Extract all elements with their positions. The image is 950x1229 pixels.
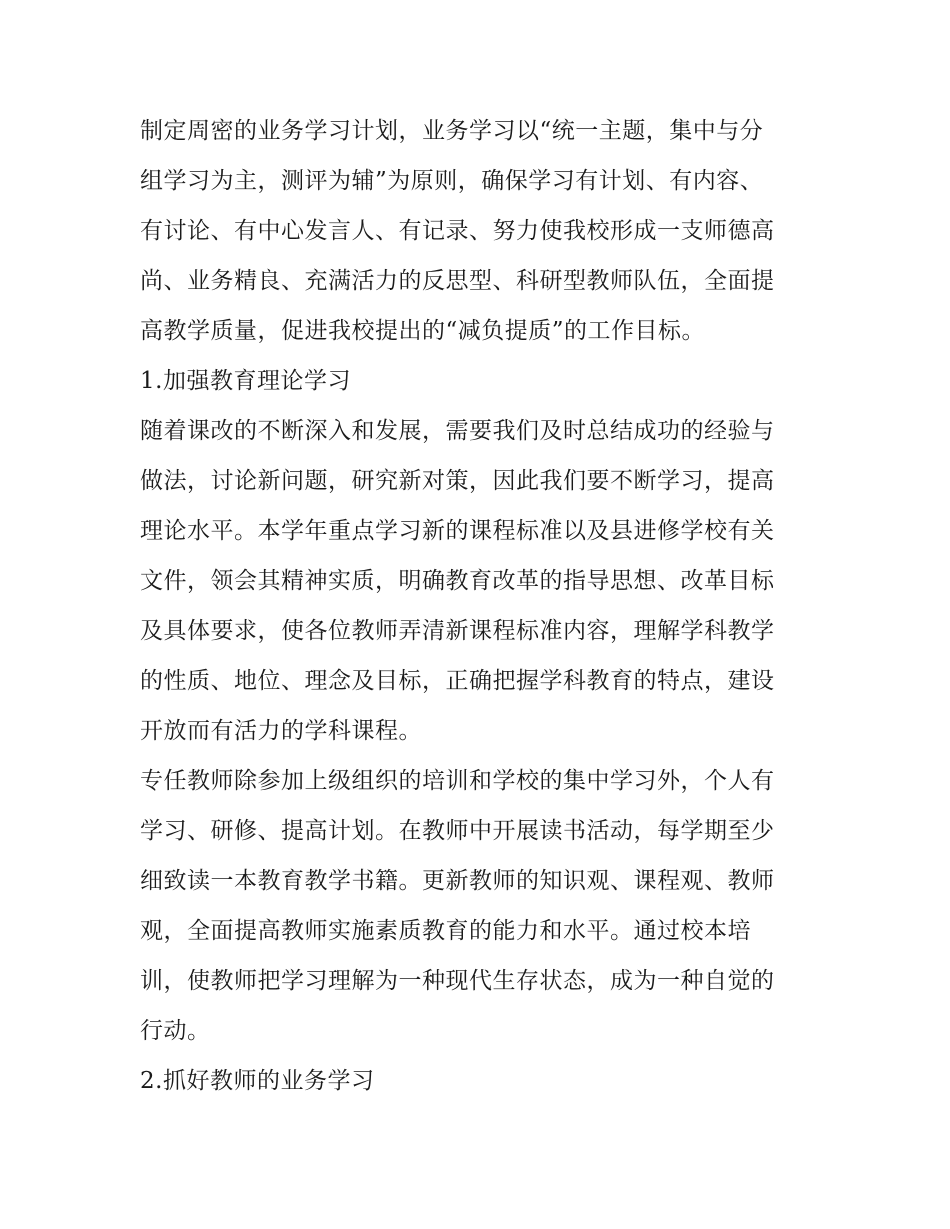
text-line: 做法，讨论新问题，研究新对策，因此我们要不断学习，提高 bbox=[140, 468, 775, 494]
text-line: 及具体要求，使各位教师弄清新课程标准内容，理解学科教学 bbox=[140, 618, 775, 644]
text-line: 有讨论、有中心发言人、有记录、努力使我校形成一支师德高 bbox=[140, 218, 775, 244]
text-line: 制定周密的业务学习计划，业务学习以“统一主题，集中与分 bbox=[140, 118, 764, 144]
paragraph-study-plan bbox=[140, 106, 820, 356]
text-line: 开放而有活力的学科课程。 bbox=[140, 718, 422, 744]
text-line: 理论水平。本学年重点学习新的课程标准以及县进修学校有关 bbox=[140, 518, 775, 544]
text-line: 专任教师除参加上级组织的培训和学校的集中学习外，个人有 bbox=[140, 768, 775, 794]
text-line: 训，使教师把学习理解为一种现代生存状态，成为一种自觉的 bbox=[140, 968, 775, 994]
text-line: 组学习为主，测评为辅”为原则，确保学习有计划、有内容、 bbox=[140, 168, 764, 194]
paragraph-teacher-training bbox=[140, 756, 820, 1056]
text-line: 文件，领会其精神实质，明确教育改革的指导思想、改革目标 bbox=[140, 568, 775, 594]
text-line: 细致读一本教育教学书籍。更新教师的知识观、课程观、教师 bbox=[140, 868, 775, 894]
text-line: 行动。 bbox=[140, 1018, 211, 1044]
paragraph-curriculum-reform bbox=[140, 406, 820, 756]
text-line: 的性质、地位、理念及目标，正确把握学科教育的特点，建设 bbox=[140, 668, 775, 694]
text-line: 尚、业务精良、充满活力的反思型、科研型教师队伍，全面提 bbox=[140, 268, 775, 294]
section-heading-business-study: 2.抓好教师的业务学习 bbox=[140, 1068, 375, 1094]
text-line: 随着课改的不断深入和发展，需要我们及时总结成功的经验与 bbox=[140, 418, 775, 444]
document-body bbox=[140, 106, 820, 1106]
text-line: 观，全面提高教师实施素质教育的能力和水平。通过校本培 bbox=[140, 918, 751, 944]
section-heading-theory-study: 1.加强教育理论学习 bbox=[140, 368, 351, 394]
text-line: 高教学质量，促进我校提出的“减负提质”的工作目标。 bbox=[140, 318, 706, 344]
text-line: 学习、研修、提高计划。在教师中开展读书活动，每学期至少 bbox=[140, 818, 775, 844]
